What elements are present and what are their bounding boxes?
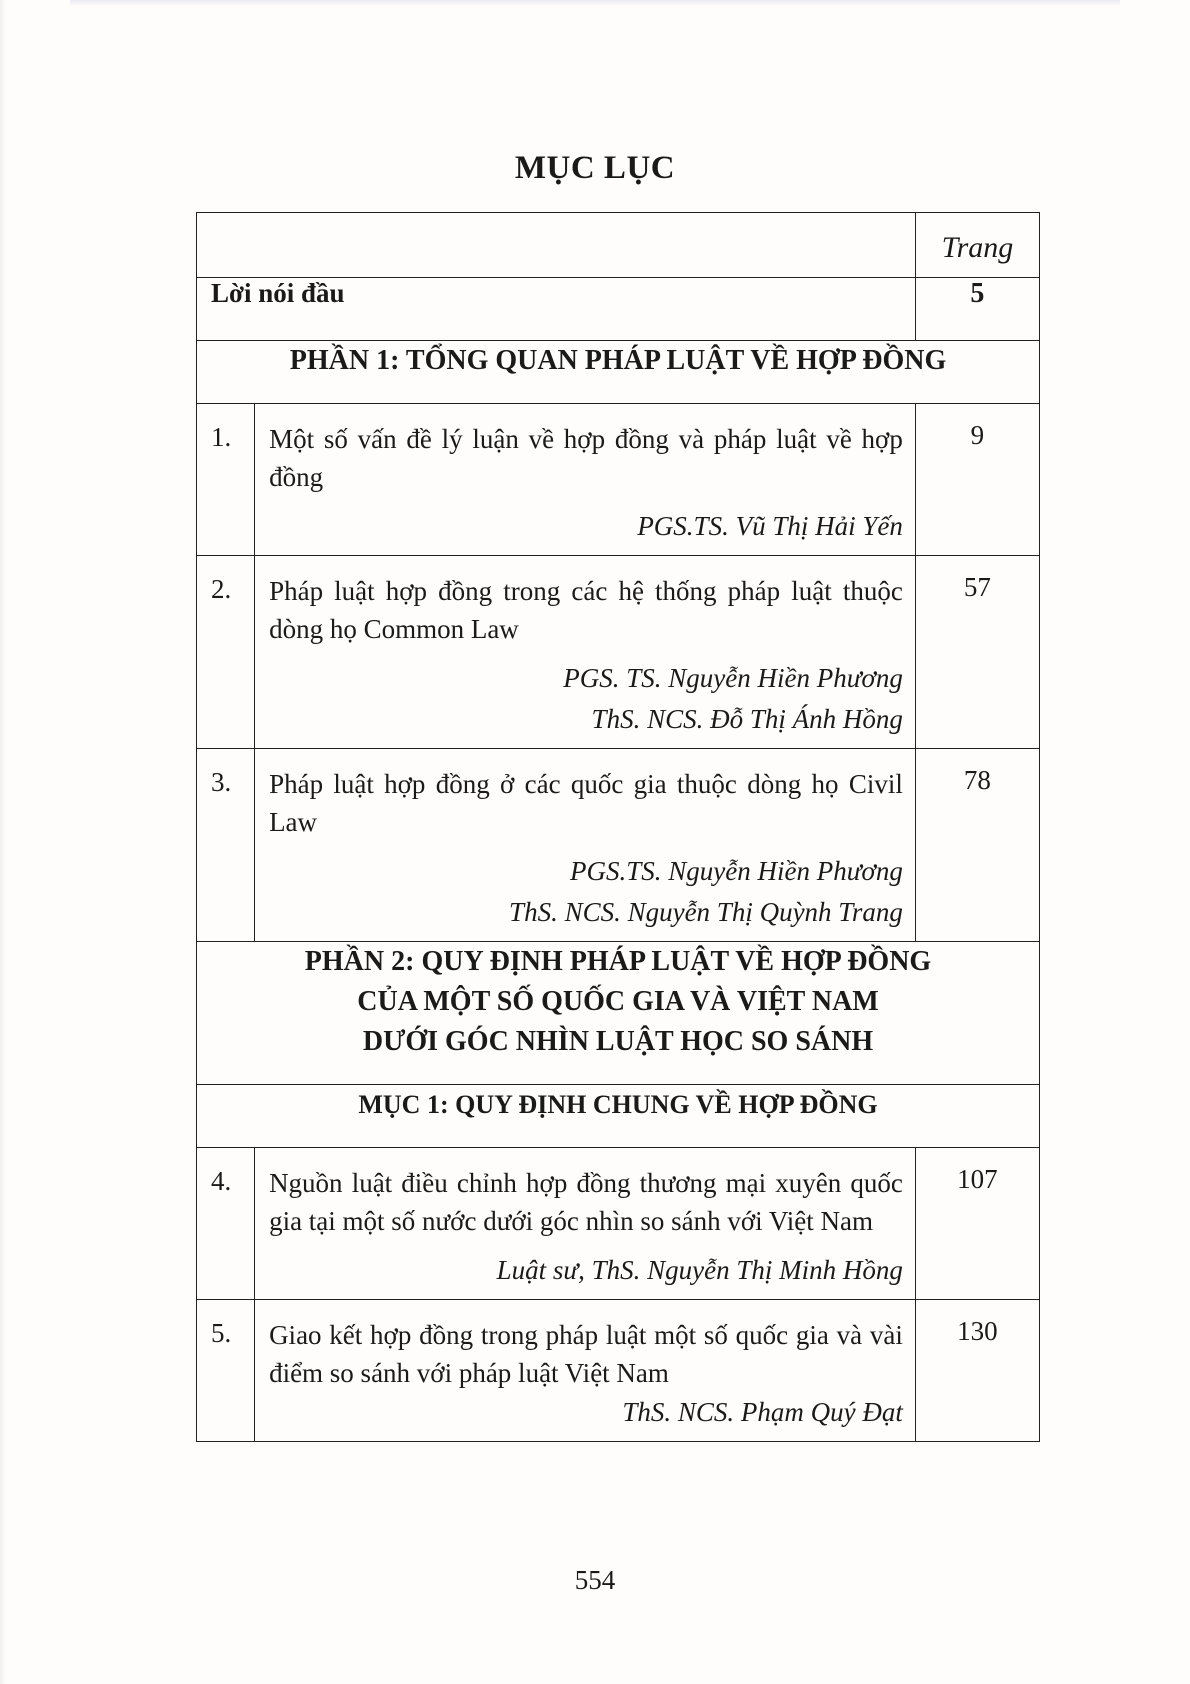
entry-page: 130 bbox=[915, 1300, 1039, 1442]
page-top-edge bbox=[70, 0, 1120, 6]
entry-page: 107 bbox=[915, 1148, 1039, 1300]
page-title: MỤC LỤC bbox=[514, 150, 676, 186]
entry-page: 78 bbox=[915, 749, 1039, 942]
toc-entry bbox=[197, 404, 1040, 556]
entry-author: ThS. NCS. Phạm Quý Đạt bbox=[622, 1397, 903, 1427]
part-2-title-line: DƯỚI GÓC NHÌN LUẬT HỌC SO SÁNH bbox=[362, 1026, 874, 1057]
part-2-title-line: CỦA MỘT SỐ QUỐC GIA VÀ VIỆT NAM bbox=[357, 986, 879, 1017]
toc-entry bbox=[197, 1148, 1040, 1300]
entry-title: Một số vấn đề lý luận về hợp đồng và pháp luật về hợp đồng bbox=[269, 424, 903, 492]
entry-author: PGS.TS. Vũ Thị Hải Yến bbox=[637, 511, 903, 541]
entry-page: 57 bbox=[915, 556, 1039, 749]
part-heading-1 bbox=[197, 341, 1040, 404]
toc-entry bbox=[197, 749, 1040, 942]
toc-entry bbox=[197, 1300, 1040, 1442]
entry-author: ThS. NCS. Nguyễn Thị Quỳnh Trang bbox=[509, 897, 903, 927]
entry-author: ThS. NCS. Đỗ Thị Ánh Hồng bbox=[591, 704, 903, 734]
entry-number: 2. bbox=[197, 556, 255, 749]
entry-number: 1. bbox=[197, 404, 255, 556]
foreword-page: 5 bbox=[915, 278, 1039, 341]
part-1-title: PHẦN 1: TỔNG QUAN PHÁP LUẬT VỀ HỢP ĐỒNG bbox=[197, 341, 1040, 404]
foreword-label: Lời nói đầu bbox=[197, 278, 916, 341]
page-number: 554 bbox=[574, 1565, 616, 1595]
part-heading-2 bbox=[197, 942, 1040, 1085]
toc-header-row bbox=[197, 213, 1040, 278]
toc-row-foreword bbox=[197, 278, 1040, 341]
entry-title: Pháp luật hợp đồng ở các quốc gia thuộc dòng họ Civil Law bbox=[269, 769, 903, 837]
entry-content bbox=[255, 749, 916, 942]
entry-author: PGS.TS. Nguyễn Hiền Phương bbox=[569, 856, 903, 886]
part-2-title-line: PHẦN 2: QUY ĐỊNH PHÁP LUẬT VỀ HỢP ĐỒNG bbox=[304, 946, 932, 977]
entry-number: 3. bbox=[197, 749, 255, 942]
part-2-title bbox=[197, 942, 1040, 1085]
entry-title: Pháp luật hợp đồng trong các hệ thống pháp luật thuộc dòng họ Common Law bbox=[269, 576, 903, 644]
page-left-edge bbox=[0, 0, 6, 1684]
toc-entry bbox=[197, 556, 1040, 749]
entry-title: Giao kết hợp đồng trong pháp luật một số quốc gia và vài điểm so sánh với pháp luật Việt Nam bbox=[269, 1320, 903, 1388]
entry-author: PGS. TS. Nguyễn Hiền Phương bbox=[563, 663, 903, 693]
header-blank-cell bbox=[197, 213, 916, 278]
entry-title: Nguồn luật điều chỉnh hợp đồng thương mại xuyên quốc gia tại một số nước dưới góc nhìn so sánh với Việt Nam bbox=[269, 1168, 903, 1236]
section-heading-1 bbox=[197, 1085, 1040, 1148]
entry-author: Luật sư, ThS. Nguyễn Thị Minh Hồng bbox=[496, 1255, 903, 1285]
entry-number: 5. bbox=[197, 1300, 255, 1442]
toc-table bbox=[196, 212, 1040, 1442]
section-1-title: MỤC 1: QUY ĐỊNH CHUNG VỀ HỢP ĐỒNG bbox=[197, 1085, 1040, 1148]
page-column-header: Trang bbox=[915, 213, 1039, 278]
entry-number: 4. bbox=[197, 1148, 255, 1300]
entry-content bbox=[255, 1300, 916, 1442]
entry-content bbox=[255, 556, 916, 749]
entry-content bbox=[255, 404, 916, 556]
entry-content bbox=[255, 1148, 916, 1300]
entry-page: 9 bbox=[915, 404, 1039, 556]
